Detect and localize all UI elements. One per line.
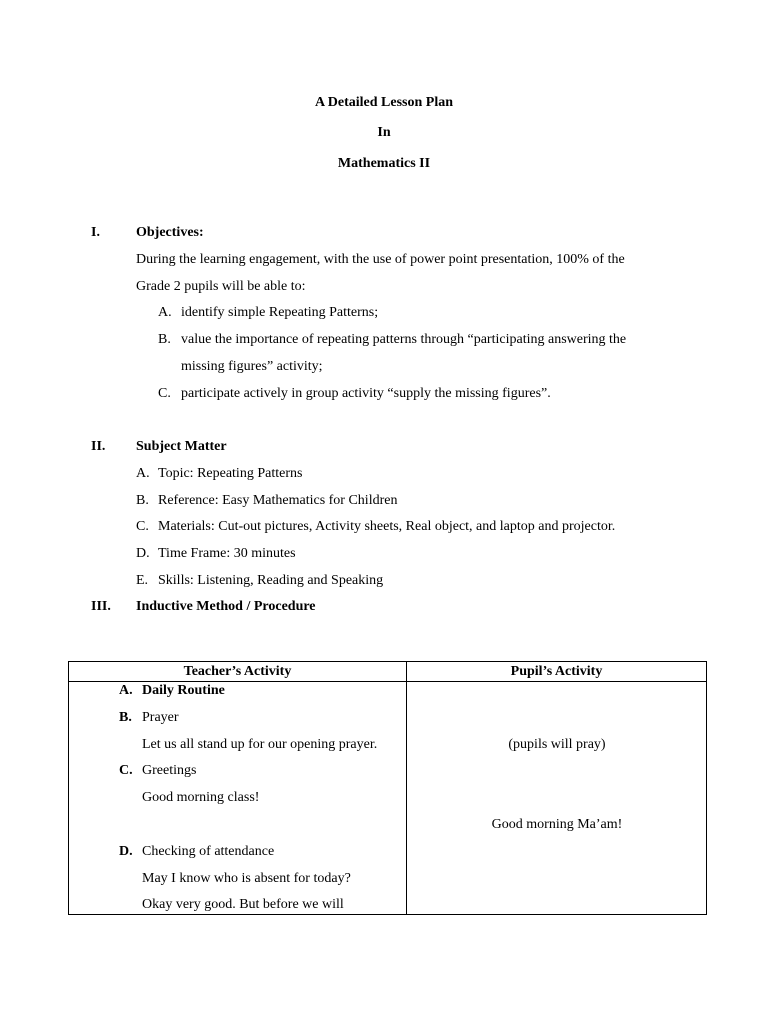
objective-a-text: identify simple Repeating Patterns; bbox=[181, 305, 379, 320]
subject-item-c-text: Materials: Cut-out pictures, Activity sheets, Real object, and laptop and projector. bbox=[158, 519, 616, 534]
routine-c-text: Greetings bbox=[142, 763, 197, 778]
subject-item-e-letter: E. bbox=[136, 573, 149, 588]
objectives-heading: Objectives: bbox=[136, 225, 204, 240]
subject-matter-numeral: II. bbox=[91, 439, 106, 454]
procedure-heading: Inductive Method / Procedure bbox=[136, 599, 316, 614]
routine-a-letter: A. bbox=[119, 683, 133, 698]
pupil-pray-response: (pupils will pray) bbox=[508, 737, 606, 752]
routine-b-text: Prayer bbox=[142, 710, 179, 725]
greeting-line: Good morning class! bbox=[142, 790, 260, 805]
title-line-2: In bbox=[377, 125, 391, 140]
subject-item-a-text: Topic: Repeating Patterns bbox=[158, 466, 303, 481]
objective-c-letter: C. bbox=[158, 386, 171, 401]
objectives-intro-line-2: Grade 2 pupils will be able to: bbox=[136, 279, 306, 294]
objective-a-letter: A. bbox=[158, 305, 172, 320]
attendance-line-2: Okay very good. But before we will bbox=[142, 897, 344, 912]
subject-item-e-text: Skills: Listening, Reading and Speaking bbox=[158, 573, 384, 588]
subject-matter-heading: Subject Matter bbox=[136, 439, 227, 454]
prayer-line: Let us all stand up for our opening prayer. bbox=[142, 737, 378, 752]
teacher-activity-cell bbox=[69, 682, 407, 915]
objectives-intro-line-1: During the learning engagement, with the use of power point presentation, 100% of the bbox=[136, 252, 625, 267]
title-line-1: A Detailed Lesson Plan bbox=[314, 95, 454, 110]
procedure-numeral: III. bbox=[91, 599, 111, 614]
subject-item-b-letter: B. bbox=[136, 493, 149, 508]
objective-c-text: participate actively in group activity “supply the missing figures”. bbox=[181, 386, 551, 401]
routine-d-text: Checking of attendance bbox=[142, 844, 275, 859]
title-line-3: Mathematics II bbox=[337, 156, 431, 171]
routine-d-letter: D. bbox=[119, 844, 133, 859]
attendance-line-1: May I know who is absent for today? bbox=[142, 871, 351, 886]
subject-item-a-letter: A. bbox=[136, 466, 150, 481]
pupil-activity-cell bbox=[407, 682, 707, 915]
teacher-activity-header: Teacher’s Activity bbox=[69, 662, 407, 682]
activity-table bbox=[68, 661, 707, 915]
objective-b-letter: B. bbox=[158, 332, 171, 347]
pupil-greeting-response: Good morning Ma’am! bbox=[491, 817, 623, 832]
subject-item-c-letter: C. bbox=[136, 519, 149, 534]
subject-item-b-text: Reference: Easy Mathematics for Children bbox=[158, 493, 398, 508]
pupil-activity-header: Pupil’s Activity bbox=[407, 662, 707, 682]
objectives-numeral: I. bbox=[91, 225, 100, 240]
objective-b-text-line-2: missing figures” activity; bbox=[181, 359, 323, 374]
routine-c-letter: C. bbox=[119, 763, 133, 778]
objective-b-text-line-1: value the importance of repeating patterns through “participating answering the bbox=[181, 332, 627, 347]
routine-a-text: Daily Routine bbox=[142, 683, 225, 698]
subject-item-d-text: Time Frame: 30 minutes bbox=[158, 546, 296, 561]
subject-item-d-letter: D. bbox=[136, 546, 150, 561]
routine-b-letter: B. bbox=[119, 710, 132, 725]
